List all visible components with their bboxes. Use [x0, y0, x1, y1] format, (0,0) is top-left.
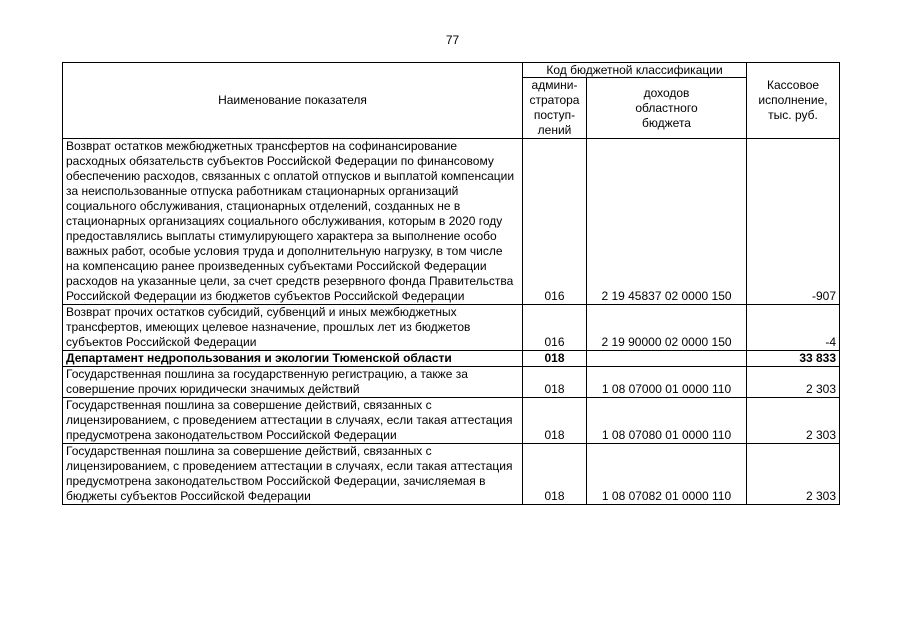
row-income-code: 2 19 90000 02 0000 150	[587, 305, 747, 351]
table-row	[63, 139, 840, 305]
row-amount: -4	[747, 305, 840, 351]
budget-table	[62, 62, 840, 505]
row-admin-code: 016	[523, 305, 587, 351]
row-name: Возврат остатков межбюджетных трансфертов на софинансирование расходных обязательств субъектов Российской Федерации по финансовому обеспечению расходов, связанных с оплатой отпусков и выплатой компенсации за неиспользованные отпуска работникам стационарных организаций социального обслуживания, стационарных отделений, созданных не в стационарных организациях социального обслуживания, которым в 2020 году предоставлялись выплаты стимулирующего характера за выполнение особо важных работ, особые условия труда и дополнительную нагрузку, в том числе на компенсацию ранее произведенных субъектами Российской Федерации расходов на указанные цели, за счет средств резервного фонда Правительства Российской Федерации из бюджетов субъектов Российской Федерации	[63, 139, 523, 305]
table-row	[63, 367, 840, 398]
row-admin-code: 016	[523, 139, 587, 305]
table-row	[63, 398, 840, 444]
row-name: Возврат прочих остатков субсидий, субвенций и иных межбюджетных трансфертов, имеющих целевое назначение, прошлых лет из бюджетов субъектов Российской Федерации	[63, 305, 523, 351]
table-row	[63, 351, 840, 367]
row-income-code: 1 08 07000 01 0000 110	[587, 367, 747, 398]
row-name: Департамент недропользования и экологии Тюменской области	[63, 351, 523, 367]
header-admin-code	[523, 78, 587, 139]
row-admin-code: 018	[523, 367, 587, 398]
row-income-code: 1 08 07082 01 0000 110	[587, 444, 747, 505]
row-name: Государственная пошлина за государственную регистрацию, а также за совершение прочих юридически значимых действий	[63, 367, 523, 398]
header-income-code	[587, 78, 747, 139]
row-amount: 2 303	[747, 367, 840, 398]
page-number: 77	[445, 33, 460, 47]
header-code-group: Код бюджетной классификации	[523, 63, 747, 78]
table-row	[63, 444, 840, 505]
row-amount: 2 303	[747, 398, 840, 444]
row-name: Государственная пошлина за совершение действий, связанных с лицензированием, с проведением аттестации в случаях, если такая аттестация предусмотрена законодательством Российской Федерации, зачисляемая в бюджеты субъектов Российской Федерации	[63, 444, 523, 505]
row-admin-code: 018	[523, 444, 587, 505]
table-row	[63, 305, 840, 351]
row-amount: -907	[747, 139, 840, 305]
row-amount: 2 303	[747, 444, 840, 505]
header-cash-text: Кассовое исполнение, тыс. руб.	[758, 78, 828, 122]
row-amount: 33 833	[747, 351, 840, 367]
header-income-text: доходов областного бюджета	[635, 85, 698, 130]
header-cash-execution	[747, 63, 840, 139]
row-income-code: 1 08 07080 01 0000 110	[587, 398, 747, 444]
row-admin-code: 018	[523, 351, 587, 367]
header-admin-text: админи- стратора поступ- лений	[529, 78, 580, 137]
header-indicator-name: Наименование показателя	[63, 63, 523, 139]
row-admin-code: 018	[523, 398, 587, 444]
row-name: Государственная пошлина за совершение действий, связанных с лицензированием, с проведением аттестации в случаях, если такая аттестация предусмотрена законодательством Российской Федерации	[63, 398, 523, 444]
row-income-code	[587, 351, 747, 367]
row-income-code: 2 19 45837 02 0000 150	[587, 139, 747, 305]
